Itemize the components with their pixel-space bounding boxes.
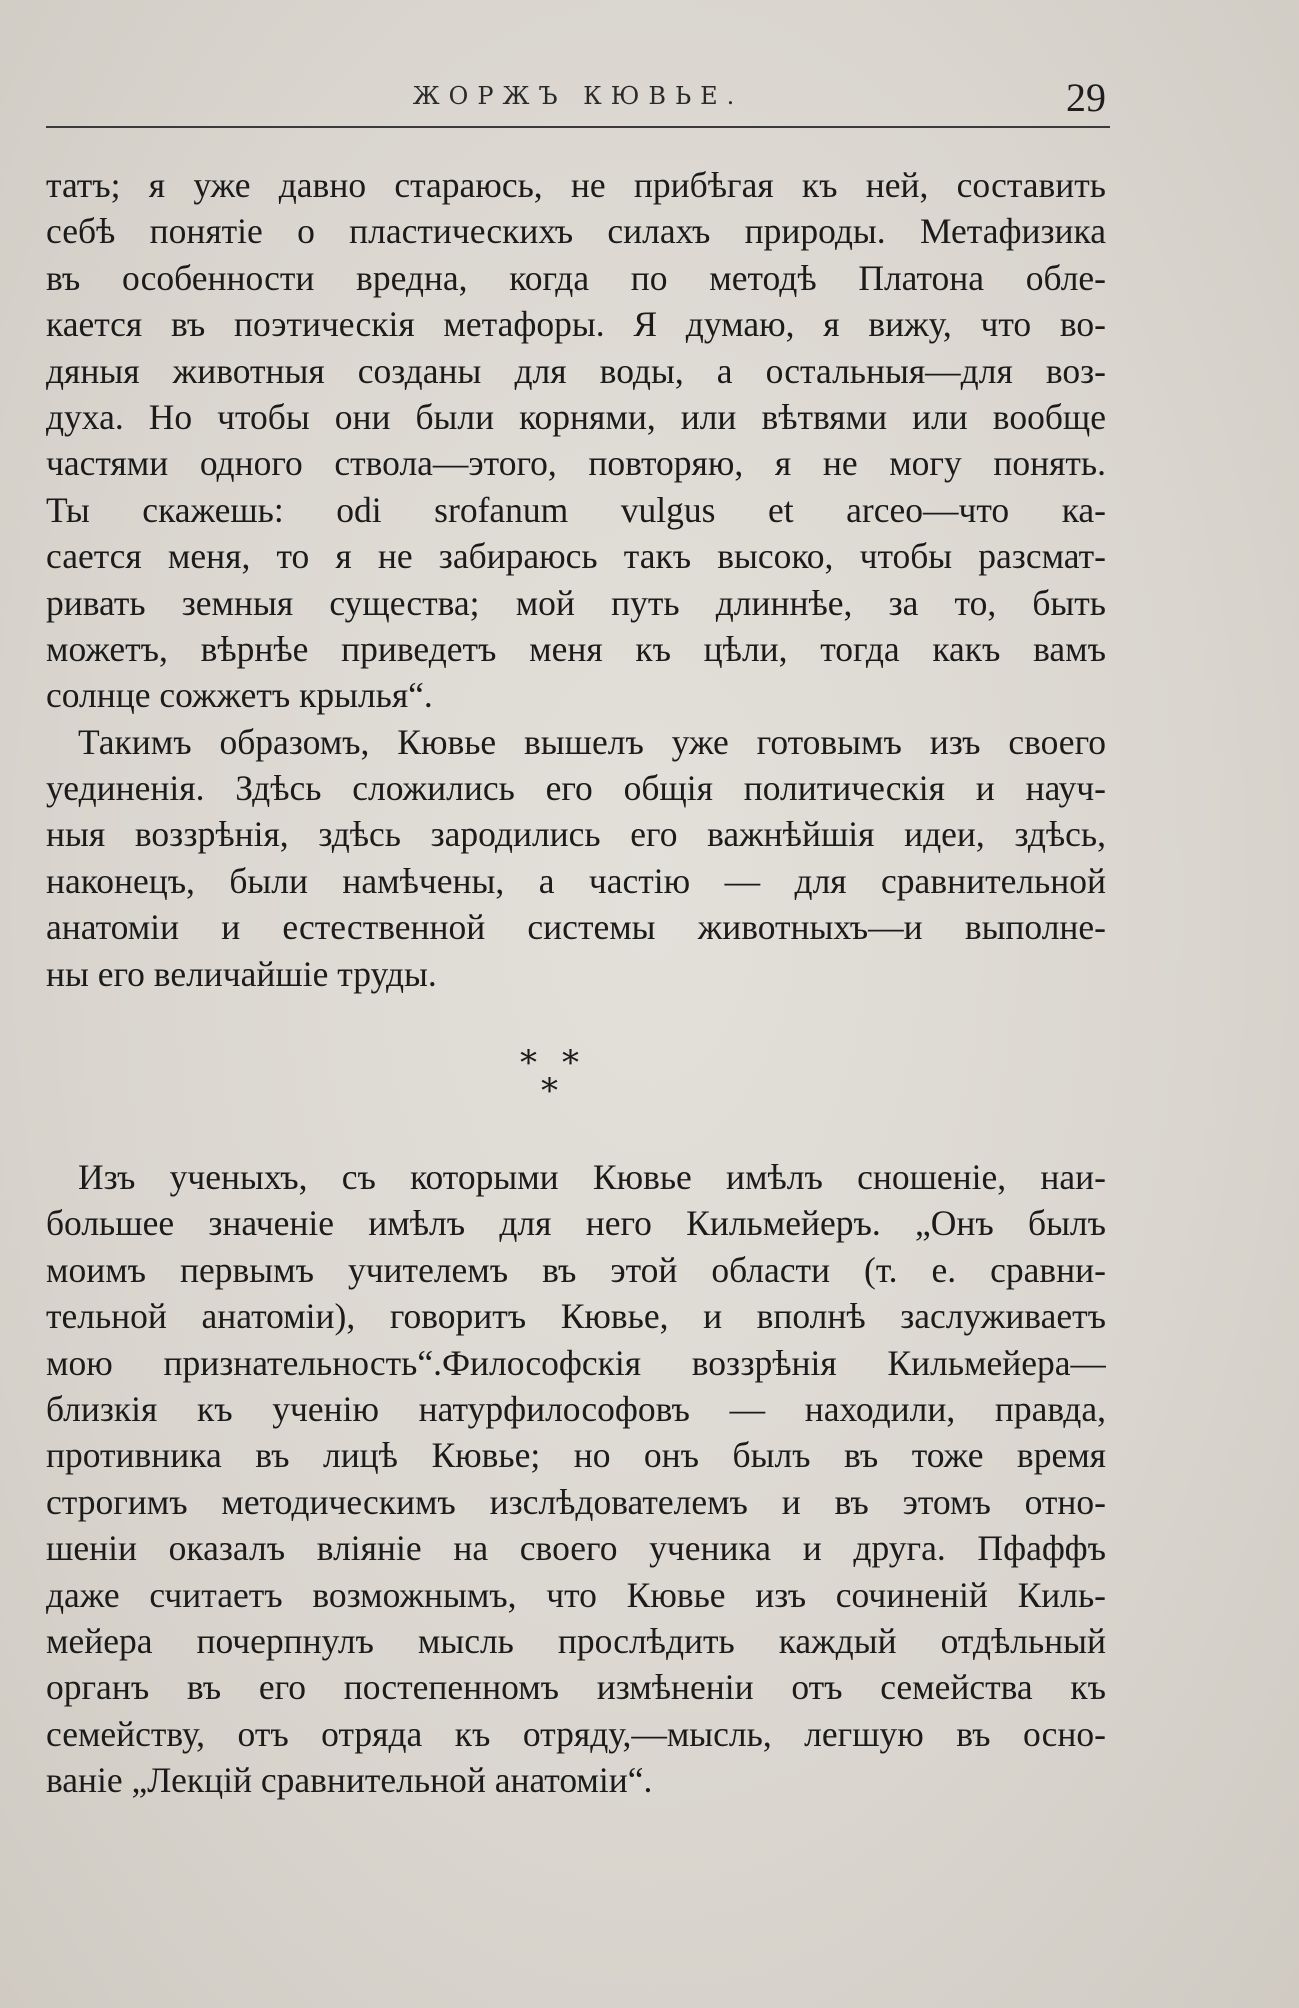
text-line: уединенія. Здѣсь сложились его общія политическія и науч- [46,768,1106,809]
text-block-kielmeyer [46,1154,1106,1803]
text-line: ривать земныя существа; мой путь длиннѣе, за то, быть [46,582,1106,623]
text-line: сается меня, то я не забираюсь такъ высоко, чтобы разсмат- [46,536,1106,577]
running-head [46,70,1110,128]
running-title: ЖОРЖЪ КЮВЬЕ. [412,82,744,110]
text-line: большее значеніе имѣлъ для него Кильмейеръ. „Онъ былъ [46,1203,1106,1244]
text-line: мою признательность“.Философскія воззрѣнія Кильмейера— [46,1342,1106,1383]
page-number: 29 [1066,75,1106,120]
text-line: наконецъ, были намѣчены, а частію — для сравнительной [46,860,1106,901]
text-line: въ особенности вредна, когда по методѣ Платона обле- [46,257,1106,298]
text-line: кается въ поэтическія метафоры. Я думаю, я вижу, что во- [46,304,1106,345]
text-line: моимъ первымъ учителемъ въ этой области (т. е. сравни- [46,1249,1106,1290]
text-line: Такимъ образомъ, Кювье вышелъ уже готовымъ изъ своего [78,721,1106,762]
asterisk-icon: * [562,1043,579,1083]
text-line: духа. Но чтобы они были корнями, или вѣтвями или вообще [46,396,1106,437]
text-line: анатоміи и естественной системы животныхъ—и выполне- [46,907,1106,948]
asterisk-icon: * [520,1043,537,1083]
text-line: мейера почерпнулъ мысль прослѣдить каждый отдѣльный [46,1620,1106,1661]
text-line: противника въ лицѣ Кювье; но онъ былъ въ тоже время [46,1435,1106,1476]
asterisk-icon: * [541,1071,558,1111]
text-line: частями одного ствола—этого, повторяю, я не могу понять. [46,443,1106,484]
text-line: Изъ ученыхъ, съ которыми Кювье имѣлъ сношеніе, наи- [78,1157,1106,1197]
text-line: дяныя животныя созданы для воды, а остальныя—для воз- [46,350,1106,391]
text-line: татъ; я уже давно стараюсь, не прибѣгая къ ней, составить [46,165,1106,205]
text-line: себѣ понятіе о пластическихъ силахъ природы. Метафизика [46,211,1106,252]
text-line: ны его величайшіе труды. [46,953,437,994]
section-divider-asterism [520,1043,600,1116]
text-line: семейству, отъ отряда къ отряду,—мысль, легшую въ осно- [46,1713,1106,1754]
text-line: ваніе „Лекцій сравнительной анатоміи“. [46,1760,653,1801]
text-line: можетъ, вѣрнѣе приведетъ меня къ цѣли, тогда какъ вамъ [46,628,1106,669]
text-line: даже считаетъ возможнымъ, что Кювье изъ сочиненій Киль- [46,1574,1106,1615]
text-line: солнце сожжетъ крылья“. [46,675,433,716]
text-line: близкія къ ученію натурфилософовъ — находили, правда, [46,1388,1106,1429]
text-line: тельной анатоміи), говоритъ Кювье, и вполнѣ заслуживаетъ [46,1296,1106,1337]
text-line: Ты скажешь: odi srofanum vulgus et arceo—что ка- [46,489,1106,530]
text-block-continuation [46,162,1106,997]
text-line: строгимъ методическимъ изслѣдователемъ и въ этомъ отно- [46,1481,1106,1522]
text-line: органъ въ его постепенномъ измѣненіи отъ семейства къ [46,1667,1106,1708]
text-line: шеніи оказалъ вліяніе на своего ученика и друга. Пфаффъ [46,1528,1106,1569]
text-line: ныя воззрѣнія, здѣсь зародились его важнѣйшія идеи, здѣсь, [46,814,1106,855]
